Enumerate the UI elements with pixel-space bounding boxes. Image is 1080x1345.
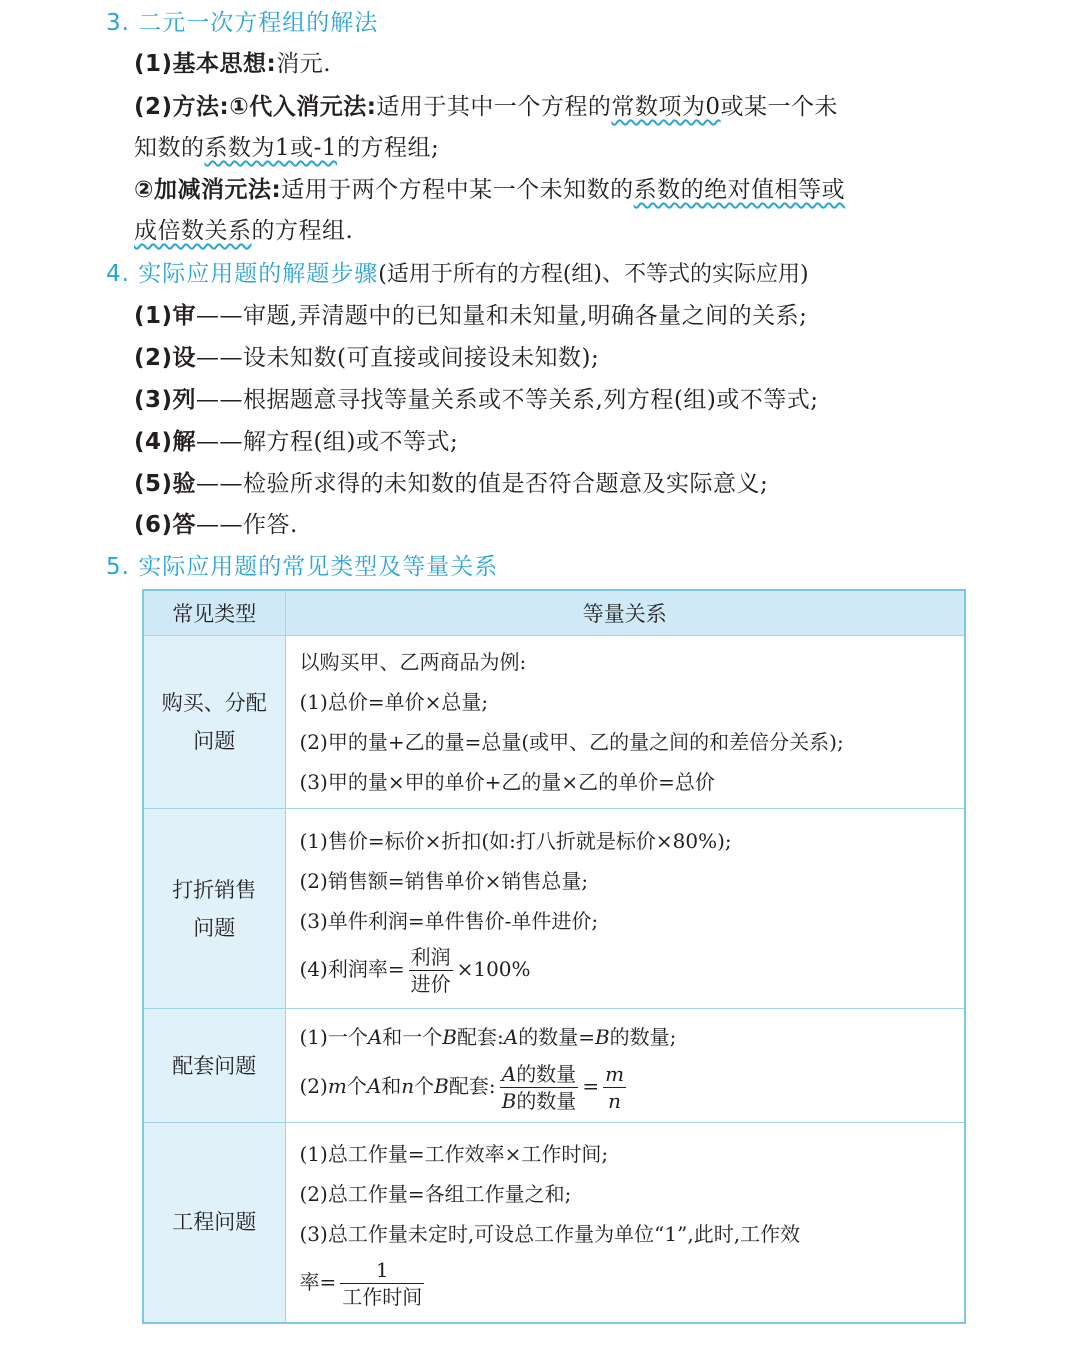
table-header-row xyxy=(143,590,965,636)
s3-l3-t1: 知数的 xyxy=(134,135,205,161)
s3-l2-label: (2)方法:①代入消元法: xyxy=(134,94,377,120)
s4-step-1 xyxy=(134,297,807,330)
text: 个 xyxy=(414,1073,435,1098)
text: 的数量; xyxy=(609,1024,677,1049)
table-row xyxy=(143,809,965,1009)
section-5-heading: 5. 实际应用题的常见类型及等量关系 xyxy=(106,554,499,580)
relation-line: (2)总工作量=各组工作量之和; xyxy=(299,1182,572,1207)
step-label: (2)设 xyxy=(134,345,197,371)
step-label: (1)审 xyxy=(134,303,197,329)
var: A xyxy=(366,1073,382,1098)
relation-line: (3)甲的量×甲的单价+乙的量×乙的单价=总价 xyxy=(299,770,715,794)
s4-step-2 xyxy=(134,339,599,372)
equals-sign: = xyxy=(582,1073,600,1098)
s3-l4-label: ②加减消元法: xyxy=(134,177,282,203)
s3-line-1 xyxy=(134,45,331,78)
type-line: 问题 xyxy=(193,915,236,940)
type-discount xyxy=(143,809,285,1009)
s3-l2-t1: 适用于其中一个方程的 xyxy=(376,94,612,120)
relation-line: (2)甲的量+乙的量=总量(或甲、乙的量之间的和差倍分关系); xyxy=(299,730,844,754)
formula-prefix: 率= xyxy=(299,1270,337,1295)
s4-step-4 xyxy=(134,423,458,456)
s4-heading-note: (适用于所有的方程(组)、不等式的实际应用) xyxy=(378,262,809,287)
relation-line: 以购买甲、乙两商品为例: xyxy=(299,650,527,674)
relation-line: (1)总工作量=工作效率×工作时间; xyxy=(299,1142,609,1167)
s3-l1-label: (1)基本思想: xyxy=(134,51,277,77)
section-3-heading: 3. 二元一次方程组的解法 xyxy=(106,10,379,36)
text: 个 xyxy=(346,1073,367,1098)
fraction-efficiency xyxy=(340,1257,424,1310)
relation-line: (3)总工作量未定时,可设总工作量为单位“1”,此时,工作效 xyxy=(299,1222,801,1247)
s3-l4-t1: 适用于两个方程中某一个未知数的 xyxy=(281,177,634,203)
text: 配套: xyxy=(457,1024,504,1049)
table-row xyxy=(143,1123,965,1323)
step-label: (3)列 xyxy=(134,387,197,413)
fraction-profit-rate xyxy=(409,944,453,997)
var: B xyxy=(434,1073,449,1098)
var: A xyxy=(367,1024,383,1049)
type-matching: 配套问题 xyxy=(143,1009,285,1123)
relation-line: (3)单件利润=单件售价-单件进价; xyxy=(299,908,599,933)
text: 的数量= xyxy=(518,1024,595,1049)
relation-line: (2)销售额=销售单价×销售总量; xyxy=(299,868,589,893)
s4-step-6 xyxy=(134,506,298,539)
table-row xyxy=(143,1009,965,1123)
step-label: (5)验 xyxy=(134,471,197,497)
var: B xyxy=(501,1088,517,1113)
relation-line xyxy=(300,941,957,997)
step-text: ——解方程(组)或不等式; xyxy=(196,429,459,455)
header-relation: 等量关系 xyxy=(285,590,965,636)
section-4-heading xyxy=(106,255,809,288)
relation-discount xyxy=(285,809,965,1009)
relation-engineering xyxy=(285,1123,965,1323)
s3-l5-emph: 成倍数关系 xyxy=(134,218,252,244)
s3-l3-emph: 系数为1或-1 xyxy=(204,135,338,161)
var: n xyxy=(401,1073,415,1098)
var: A xyxy=(503,1024,519,1049)
formula-suffix: ×100% xyxy=(456,956,531,981)
fraction-denominator: 工作时间 xyxy=(342,1285,423,1310)
table-row xyxy=(143,636,965,809)
step-text: ——作答. xyxy=(196,512,298,538)
step-text: ——设未知数(可直接或间接设未知数); xyxy=(196,345,600,371)
relations-table xyxy=(142,589,966,1324)
relation-purchase xyxy=(285,636,965,809)
header-type: 常见类型 xyxy=(143,590,285,636)
relation-line xyxy=(300,1254,957,1310)
s3-l3-t2: 的方程组; xyxy=(337,135,440,161)
s4-heading-text: 4. 实际应用题的解题步骤 xyxy=(106,261,379,287)
var: B xyxy=(442,1024,457,1049)
var: B xyxy=(594,1024,610,1049)
s3-l2-emph: 常数项为0 xyxy=(611,94,721,120)
text: 配套: xyxy=(448,1073,496,1098)
relation-line: (1)总价=单价×总量; xyxy=(299,690,489,714)
type-engineering: 工程问题 xyxy=(143,1123,285,1323)
s3-line-2 xyxy=(134,88,838,121)
step-label: (6)答 xyxy=(134,512,197,538)
fraction-numerator: m xyxy=(605,1061,625,1086)
s4-step-3 xyxy=(134,381,819,414)
fraction-numerator xyxy=(500,1061,579,1088)
text: 和一个 xyxy=(382,1024,443,1049)
s3-l2-t2: 或某一个未 xyxy=(720,94,839,120)
s3-line-3 xyxy=(134,129,439,162)
relation-line: (1)售价=标价×折扣(如:打八折就是标价×80%); xyxy=(299,828,732,853)
step-label: (4)解 xyxy=(134,429,197,455)
s3-line-5 xyxy=(134,212,353,245)
relation-line xyxy=(300,1017,957,1057)
fraction-denominator xyxy=(500,1088,579,1114)
fraction-numerator: 1 xyxy=(340,1257,424,1284)
type-line: 购买、分配 xyxy=(161,691,267,715)
relation-matching xyxy=(285,1009,965,1123)
var: A xyxy=(501,1061,517,1086)
text: 的数量 xyxy=(516,1061,577,1086)
type-line: 问题 xyxy=(193,729,236,753)
var: m xyxy=(327,1073,347,1098)
step-text: ——审题,弄清题中的已知量和未知量,明确各量之间的关系; xyxy=(196,303,808,329)
fraction-ratio xyxy=(500,1061,579,1114)
text: 和 xyxy=(381,1073,402,1098)
step-text: ——根据题意寻找等量关系或不等关系,列方程(组)或不等式; xyxy=(196,387,819,413)
fraction-numerator: 利润 xyxy=(410,944,451,969)
relation-line xyxy=(300,1057,957,1115)
text: 的数量 xyxy=(516,1088,577,1113)
text: (2) xyxy=(299,1073,328,1098)
fraction-mn xyxy=(603,1061,626,1114)
s3-l4-emph: 系数的绝对值相等或 xyxy=(633,177,846,203)
s4-step-5 xyxy=(134,465,768,498)
fraction-denominator: n xyxy=(608,1088,621,1113)
fraction-denominator: 进价 xyxy=(410,971,451,996)
s3-line-4 xyxy=(134,171,845,204)
type-purchase xyxy=(143,636,285,809)
s3-l1-text: 消元. xyxy=(276,51,332,77)
formula-prefix: (4)利润率= xyxy=(299,956,405,981)
type-line: 打折销售 xyxy=(172,877,257,902)
step-text: ——检验所求得的未知数的值是否符合题意及实际意义; xyxy=(196,471,769,497)
s3-l5-t1: 的方程组. xyxy=(251,218,354,244)
text: (1)一个 xyxy=(299,1024,368,1049)
